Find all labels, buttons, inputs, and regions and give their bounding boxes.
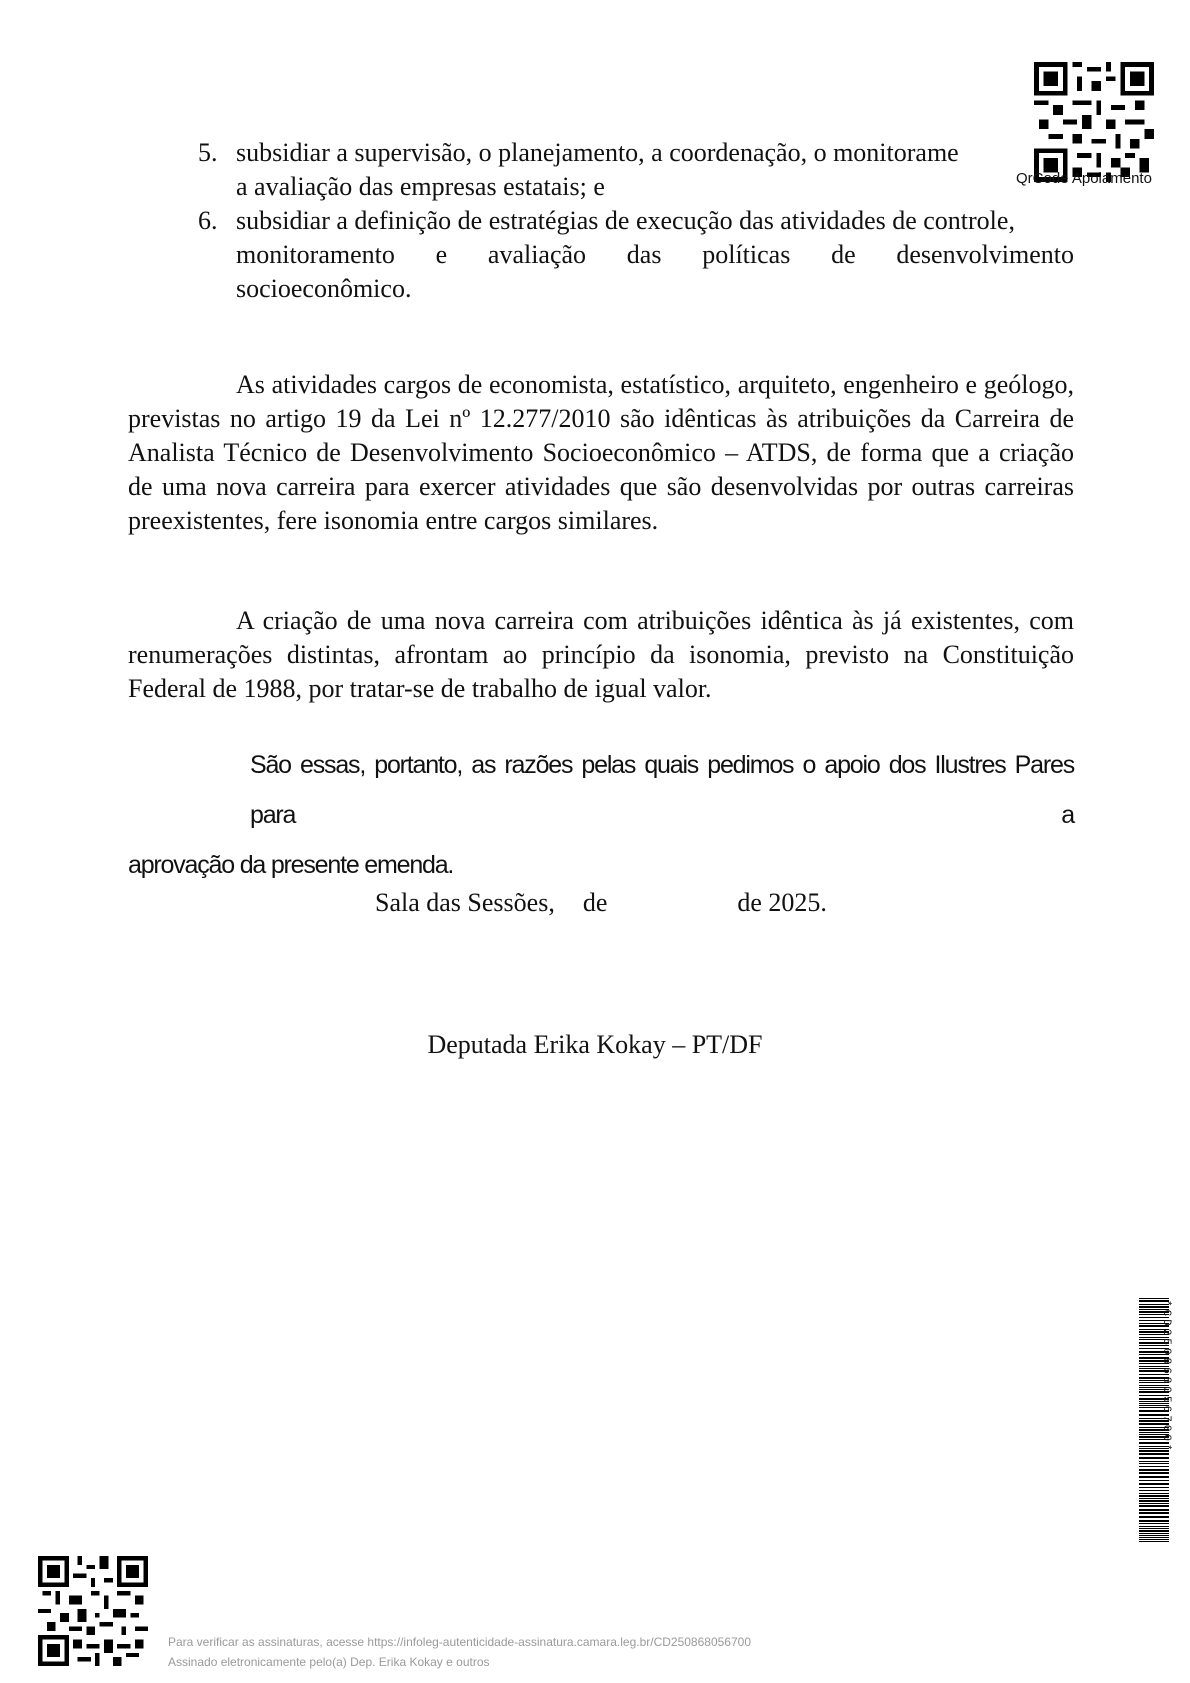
qr-code-verification xyxy=(38,1556,148,1666)
list-text xyxy=(236,136,1074,204)
list-item xyxy=(198,136,1074,204)
closing-line: aprovação da presente emenda. xyxy=(128,851,454,879)
signature: Deputada Erika Kokay – PT/DF xyxy=(427,1030,763,1059)
verification-footer xyxy=(168,1632,751,1672)
body-paragraph: A criação de uma nova carreira com atribuições idêntica às já existentes, com renumerações distintas, afrontam ao princípio da isonomia, previsto na Constituição Federal de 1988, por tratar-se de trabalho de igual valor. xyxy=(128,606,1074,703)
list-text-line: monitoramento e avaliação das políticas de desenvolvimento xyxy=(236,240,1074,269)
closing-line: São essas, portanto, as razões pelas quais pedimos o apoio dos Ilustres Pares para a xyxy=(250,751,1074,829)
place-date xyxy=(375,888,827,918)
list-item xyxy=(198,204,1074,306)
closing-paragraph xyxy=(128,740,1074,890)
barcode-bar xyxy=(1139,1298,1169,1299)
place: Sala das Sessões, xyxy=(375,888,555,917)
list-number: 5. xyxy=(198,138,218,167)
list-text-line: a avaliação das empresas estatais; e xyxy=(236,172,605,201)
body-paragraph: As atividades cargos de economista, estatístico, arquiteto, engenheiro e geólogo, previstas no artigo 19 da Lei nº 12.277/2010 são idênticas às atribuições da Carreira de Analista Técnico de Desenvolvimento Socioeconômico – ATDS, de forma que a criação de uma nova carreira para exercer atividades que são desenvolvidas por outras carreiras preexistentes, fere isonomia entre cargos similares. xyxy=(128,370,1074,535)
signed-by-line: Assinado eletronicamente pelo(a) Dep. Erika Kokay e outros xyxy=(168,1655,490,1669)
qr-code-label: QrCode Apoiamento xyxy=(1016,170,1152,187)
list-number: 6. xyxy=(198,206,218,235)
numbered-list xyxy=(198,136,1074,306)
barcode xyxy=(1128,1298,1180,1542)
barcode-bar xyxy=(1139,1541,1169,1542)
list-text-line: socioeconômico. xyxy=(236,274,412,303)
list-text xyxy=(236,204,1074,306)
qr-code-apoiamento xyxy=(1032,62,1156,182)
barcode-text: *CD250868056700* xyxy=(1160,1300,1172,1454)
verification-url-line: Para verificar as assinaturas, acesse https://infoleg-autenticidade-assinatura.camara.leg.br/CD250868056700 xyxy=(168,1635,751,1649)
date-year: de 2025. xyxy=(737,888,827,917)
list-text-line: subsidiar a definição de estratégias de execução das atividades de controle, xyxy=(236,206,1015,235)
date-de: de xyxy=(582,888,608,917)
list-text-line: subsidiar a supervisão, o planejamento, a coordenação, o monitorame xyxy=(236,138,959,167)
